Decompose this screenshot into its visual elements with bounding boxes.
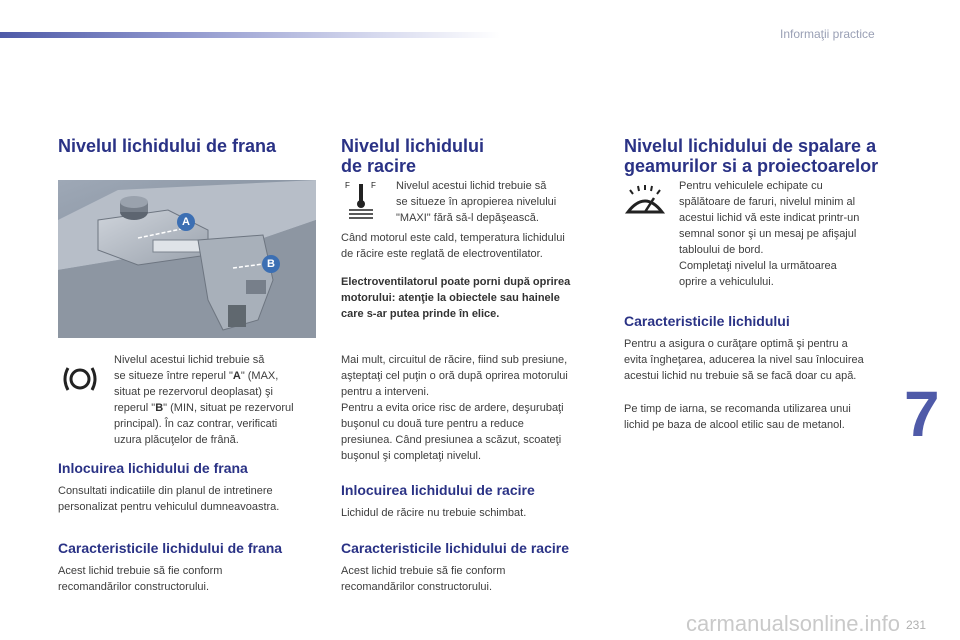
brake-spec-title: Caracteristicile lichidului de frana xyxy=(58,540,283,556)
svg-text:F: F xyxy=(345,181,350,190)
washer-title: Nivelul lichidului de spalare a geamurilor si a proiectoarelor xyxy=(624,136,879,176)
coolant-title: Nivelul lichidului de racire xyxy=(341,136,485,176)
coolant-replace-text: Lichidul de răcire nu trebuie schimbat. xyxy=(341,507,527,519)
brake-warning-icon xyxy=(60,362,100,401)
svg-text:F: F xyxy=(371,181,376,190)
coolant-warning-text: Electroventilatorul poate porni după oprirea motorului: atenţie la obiectele sau hainele care s-ar putea prinde în elice. xyxy=(341,276,571,320)
washer-level-text: Pentru vehiculele echipate cu spălătoare de faruri, nivelul minim al acestui lichid vă este indicat printr-un semnal sonor şi un mesaj pe afişajul tabloului de bord. Completaţi nivelul la următoarea oprire a vehiculului. xyxy=(679,180,860,288)
brake-fluid-title: Nivelul lichidului de frana xyxy=(58,136,277,156)
washer-spec-title: Caracteristicile lichidului xyxy=(624,313,790,329)
brake-replace-text: Consultati indicatiile din planul de intretinere personalizat pentru vehiculul dumneavoastra. xyxy=(58,485,280,513)
washer-spec-text: Pentru a asigura o curăţare optimă şi pentru a evita îngheţarea, aducerea la nivel sau înlocuirea acestui lichid nu trebuie să se facă doar cu apă. xyxy=(624,338,864,382)
page-number: 231 xyxy=(906,618,927,632)
brake-replace-title: Inlocuirea lichidului de frana xyxy=(58,460,248,476)
watermark: carmanualsonline.info xyxy=(686,611,901,636)
brake-reservoir-photo xyxy=(58,180,316,338)
marker-b-icon: B xyxy=(262,255,280,273)
section-header-title: Informaţii practice xyxy=(780,27,875,41)
brake-level-text: Nivelul acestui lichid trebuie să se situeze între reperul "A" (MAX, situat pe rezervorul deoplasat) şi reperul "B" (MIN, situat pe rezervorul principal). În caz contrar, verificati uzura plăcuţelor de frână. xyxy=(114,354,294,446)
marker-a-icon: A xyxy=(177,213,195,231)
coolant-pressure-text: Mai mult, circuitul de răcire, fiind sub presiune, aşteptaţi cel puţin o oră după oprirea motorului pentru a interveni. Pentru a evita orice risc de ardere, deşurubaţi buşonul cu două ture pentru a reduce presiunea. Când presiunea a scăzut, scoateţi buşonul şi completaţi nivelul. xyxy=(341,354,568,462)
washer-fluid-icon xyxy=(624,182,666,227)
marker-a-ref: A xyxy=(232,370,241,382)
washer-winter-text: Pe timp de iarna, se recomanda utilizarea unui lichid pe baza de alcool etilic sau de metanol. xyxy=(624,403,851,431)
chapter-number: 7 xyxy=(904,378,940,450)
marker-b-ref: B xyxy=(155,402,164,414)
brake-spec-text: Acest lichid trebuie să fie conform recomandărilor constructorului. xyxy=(58,565,223,593)
coolant-level-text: Nivelul acestui lichid trebuie să se situeze în apropierea nivelului "MAXI" fără să-l depăşească. xyxy=(396,180,557,224)
coolant-hot-text: Când motorul este cald, temperatura lichidului de răcire este reglată de electroventilator. xyxy=(341,232,565,260)
coolant-replace-title: Inlocuirea lichidului de racire xyxy=(341,482,535,498)
coolant-temperature-icon xyxy=(341,178,381,227)
coolant-spec-title: Caracteristicile lichidului de racire xyxy=(341,540,569,556)
coolant-spec-text: Acest lichid trebuie să fie conform recomandărilor constructorului. xyxy=(341,565,506,593)
header-accent-bar xyxy=(0,32,500,38)
